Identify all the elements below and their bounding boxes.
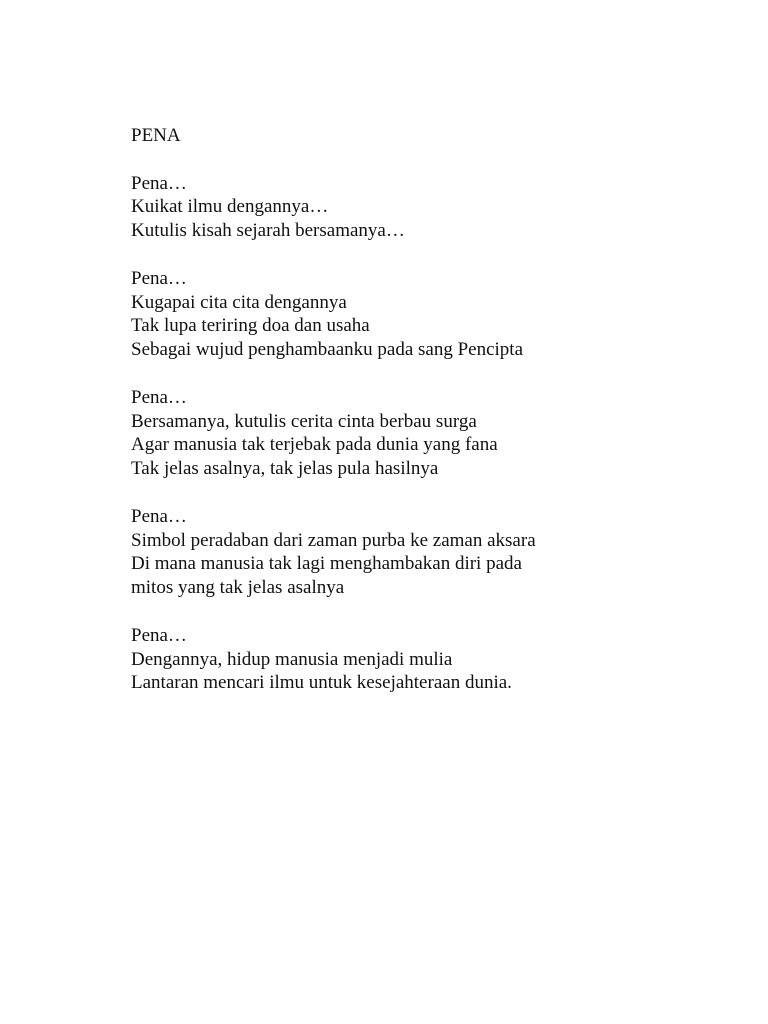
stanza-3	[131, 386, 731, 481]
poem-title: PENA	[131, 125, 181, 146]
stanza-line: mitos yang tak jelas asalnya	[131, 577, 345, 599]
stanza-line: Simbol peradaban dari zaman purba ke zaman aksara	[131, 529, 536, 551]
stanza-line: Pena…	[131, 624, 187, 646]
stanza-line: Kutulis kisah sejarah bersamanya…	[131, 220, 405, 242]
stanza-line: Bersamanya, kutulis cerita cinta berbau surga	[131, 410, 477, 432]
stanza-line: Pena…	[131, 172, 187, 194]
stanza-line: Tak lupa teriring doa dan usaha	[131, 315, 370, 337]
stanza-line: Pena…	[131, 267, 187, 289]
stanza-line: Lantaran mencari ilmu untuk kesejahteraan dunia.	[131, 672, 512, 694]
stanza-line: Pena…	[131, 505, 187, 527]
stanza-5	[131, 624, 731, 695]
stanza-line: Pena…	[131, 386, 187, 408]
stanza-2	[131, 267, 731, 362]
stanza-line: Kuikat ilmu dengannya…	[131, 196, 329, 218]
stanza-line: Tak jelas asalnya, tak jelas pula hasilnya	[131, 458, 439, 480]
stanza-line: Kugapai cita cita dengannya	[131, 291, 347, 313]
stanza-4	[131, 505, 731, 600]
poem	[131, 124, 731, 719]
stanza-line: Dengannya, hidup manusia menjadi mulia	[131, 648, 453, 670]
stanza-1	[131, 172, 731, 243]
stanza-line: Agar manusia tak terjebak pada dunia yang fana	[131, 434, 498, 456]
stanza-line: Sebagai wujud penghambaanku pada sang Pencipta	[131, 339, 524, 361]
stanza-line: Di mana manusia tak lagi menghambakan diri pada	[131, 553, 522, 575]
